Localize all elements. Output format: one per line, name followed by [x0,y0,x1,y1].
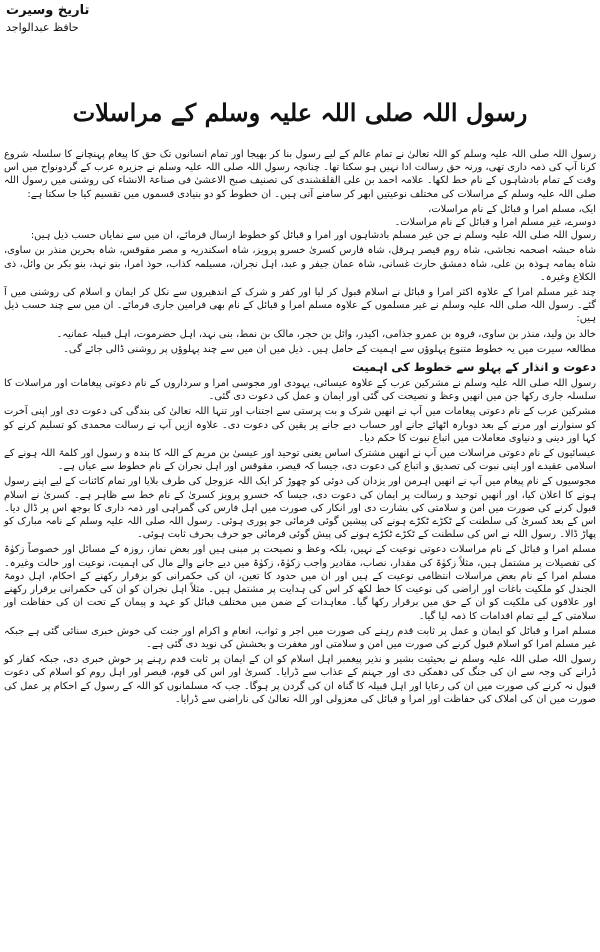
paragraph: رسول اللہ صلی اللہ علیہ وسلم نے بحیثیت بشیر و نذیر پیغمبر اہل اسلام کو ان کے ایمان پر ثابت قدم رہنے پر خوش خبری دی، جبکہ کفار کو ڈرانے کی وجہ سے ان کی جنگ کی دھمکی دی اور جہنم کے عذاب سے ڈرایا۔ کسریٰ اور اس کی قوم، قیصر اور اہل روم کو اسلام کی دعوت قبول نہ کرنے کی صورت میں ان کی رعایا اور اہل قبیلہ کا گناہ ان کی گردن پر ہوگا۔ جب کہ مسلمانوں کو اللہ کے رسول کے احکام پر عمل کی صورت میں ان کی املاک کی حفاظت اور امرا و قبائل کی معزولی اور اللہ تعالیٰ کی ناراضی سے ڈرایا۔ [4,654,596,705]
category-label: تاریخ وسیرت [6,3,90,18]
paragraph: رسول اللہ صلی اللہ علیہ وسلم نے مشرکین عرب کے علاوہ عیسائی، یہودی اور مجوسی امرا و سرداروں کے نام دعوتی پیغامات اور مراسلات کا سلسلہ جاری رکھا جن میں انھیں وعظ و نصیحت کی گئی اور ایمان و عمل کی دعوت دی گئی۔ [4,378,596,403]
paragraph: شاہ حبشہ اصحمہ نجاشی، شاہ روم قیصر ہرقل، شاہ فارس کسریٰ خسرو پرویز، شاہ اسکندریہ و مصر مقوقس، شاہ بحرین منذر بن ساوی، شاہ یمامہ ہوذہ بن علی، شاہ دمشق حارث غسانی، شاہ عمان جیفر و عبد، اہل نجران، مسیلمہ کذاب، حوذ امرا، بنو نہد، بنو بکر بن وائل، ذی الکلاع وغیرہ۔ [4,245,596,283]
intro-paragraph: رسول اللہ صلی اللہ علیہ وسلم کو اللہ تعالیٰ نے تمام عالم کے لیے رسول بنا کر بھیجا اور تمام انسانوں تک حق کا پیغام پہنچانے کا سلسلہ شروع کرنا آپ کی ذمہ داری تھی، ورنہ حق رسالت ادا نہیں ہو سکتا تھا۔ چنانچہ رسول اللہ صلی اللہ علیہ وسلم نے جزیرہ عرب کے گردونواح میں اس وقت کے تمام بادشاہوں کے نام خط لکھا۔ علامہ احمد بن علی القلقشندی کی تصنیف صبح الاعشیٰ فی صناعۃ الانشاء کی روشنی میں رسول اللہ صلی اللہ علیہ وسلم کے مراسلات کی مختلف نوعیتیں ابھر کر سامنے آتی ہیں۔ ان خطوط کو دو بنیادی قسموں میں تقسیم کیا جا سکتا ہے: [4,149,596,200]
column-tag [6,2,89,36]
list-item: ایک، مسلم امرا و قبائل کے نام مراسلات، [428,203,596,215]
list-item: دوسرے، غیر مسلم امرا و قبائل کے نام مراسلات۔ [394,217,596,229]
paragraph: مسلم امرا و قبائل کے نام مراسلات دعوتی نوعیت کے نہیں، بلکہ وعظ و نصیحت پر مبنی ہیں اور بعض نماز، روزہ کے مسائل اور خصوصاً زکوٰۃ کی تفصیلات پر مشتمل ہیں، مثلاً زکوٰۃ کی مقدار، نصاب، مقادیر واجب زکوٰۃ، زکوٰۃ میں دیے جانے والے مال کی اہمیت، نوعیت اور حالت وغیرہ۔ مسلم امرا کے نام بعض مراسلات انتظامی نوعیت کے ہیں اور ان میں حدود کا تعین، ان کی حکمرانی کو برقرار رکھنے کے احکام، اہل دومۃ الجندل کو ملکیت باغات اور اراضی کی نوعیت کا خط لکھ کر اس کی ہدایت پر مشتمل ہیں۔ مثلاً اہل نجران کو ان کی حکمرانی برقرار رکھنے اور علاقوں کی ملکیت کو ان کے حق میں برقرار رکھا گیا۔ معاہدات کے ضمن میں مختلف قبائل کو عہد و پیمان کے تحت ان کی حفاظت اور سلامتی کے لیے تمام اقدامات کا ذمہ لیا گیا۔ [4,544,596,622]
paragraph: خالد بن ولید، منذر بن ساوی، فروہ بن عمرو جذامی، اکیدر، وائل بن حجر، مالک بن نمط، بنی نہد، اہل حضرموت، اہل قبیلہ عمانیہ۔ [56,328,596,340]
author-name: حافظ عبدالواجد [6,21,79,34]
paragraph: مشرکین عرب کے نام دعوتی پیغامات میں آپ نے انھیں شرک و بت پرستی سے اجتناب اور تنہا اللہ تعالیٰ کی بندگی کی دعوت دی اور اپنی آخرت کو سنوارنے اور مرنے کے بعد دوبارہ اٹھائے جانے اور حساب دیے جانے پر یقین کی دعوت دی۔ علاوہ ازیں آپ نے رسالت محمدی کو تسلیم کرنے کو کہا اور دینی و دنیاوی معاملات میں اتباع نبوت کا حکم دیا۔ [4,406,596,444]
paragraph: عیسائیوں کے نام دعوتی مراسلات میں آپ نے انھیں مشترک اساس یعنی توحید اور عیسیٰ بن مریم کے اللہ کا بندہ و رسول اور کلمۃ اللہ ہونے کے اسلامی عقیدے اور اپنی نبوت کی تصدیق و اتباع کی دعوت دی، جیسا کہ قیصر، مقوقس اور اہل نجران کے نام خطوط سے عیاں ہے۔ [4,448,596,473]
paragraph: مطالعہ سیرت میں یہ خطوط متنوع پہلوؤں سے اہمیت کے حامل ہیں۔ ذیل میں ان میں سے چند پہلوؤں پر روشنی ڈالی جائے گی۔ [63,343,596,355]
paragraph: مسلم امرا و قبائل کو ایمان و عمل پر ثابت قدم رہنے کی صورت میں اجر و ثواب، انعام و اکرام اور جنت کی خوش خبری سنائی گئی ہے جبکہ غیر مسلم امرا کو اسلام قبول کرنے کی صورت میں امن و سلامتی اور مغفرت و بخشش کی نوید دی گئی ہے۔ [4,625,596,650]
paragraph: رسول اللہ صلی اللہ علیہ وسلم نے جن غیر مسلم بادشاہوں اور امرا و قبائل کو خطوط ارسال فرمائے، ان میں سے نمایاں حسب ذیل ہیں: [30,230,596,242]
article-title: رسول اللہ صلی اللہ علیہ وسلم کے مراسلات [72,98,528,127]
paragraph: چند غیر مسلم امرا کے علاوہ اکثر امرا و قبائل نے اسلام قبول کر لیا اور کفر و شرک کے اندھیروں سے نکل کر ایمان و اسلام کی روشنی میں آ گئے۔ رسول اللہ صلی اللہ علیہ وسلم نے غیر مسلموں کے علاوہ مسلم امرا و قبائل کے نام بھی فرامین جاری فرمائے۔ ان میں سے چند حسب ذیل ہیں: [4,287,596,325]
section-heading: دعوت و انذار کے پہلو سے خطوط کی اہمیت [352,360,596,375]
letter-categories-list [4,203,596,229]
article-body [4,148,596,708]
paragraph: مجوسیوں کے نام پیغام میں آپ نے انھیں اہرمن اور یزدان کی دوئی کو چھوڑ کر ایک اللہ عزوجل کی طرف بلایا اور تمام کائنات کے لیے اپنے رسول ہونے کا اعلان کیا، اور انھیں توحید و رسالت پر ایمان کی دعوت دی، جیسا کہ خسرو پرویز کسریٰ کے نام خط سے ظاہر ہے۔ کسریٰ نے اسلام قبول کرنے کی صورت میں امن و سلامتی کی بشارت دی اور انکار کی صورت میں اہل فارس کی گمراہی اور ذمہ داری کا بوجھ اس پر ڈال دیا۔ اس کے بعد کسریٰ کی سلطنت کے ٹکڑے ٹکڑے ہونے کی پیشین گوئی فرمائی جو پوری ہوئی۔ رسول اللہ صلی اللہ علیہ وسلم کے نامہ مبارک کو پھاڑ ڈالا۔ رسول اللہ نے اس کی سلطنت کے ٹکڑے ٹکڑے ہونے کی پیش گوئی فرمائی جو حرف بحرف ثابت ہوئی۔ [4,476,596,541]
